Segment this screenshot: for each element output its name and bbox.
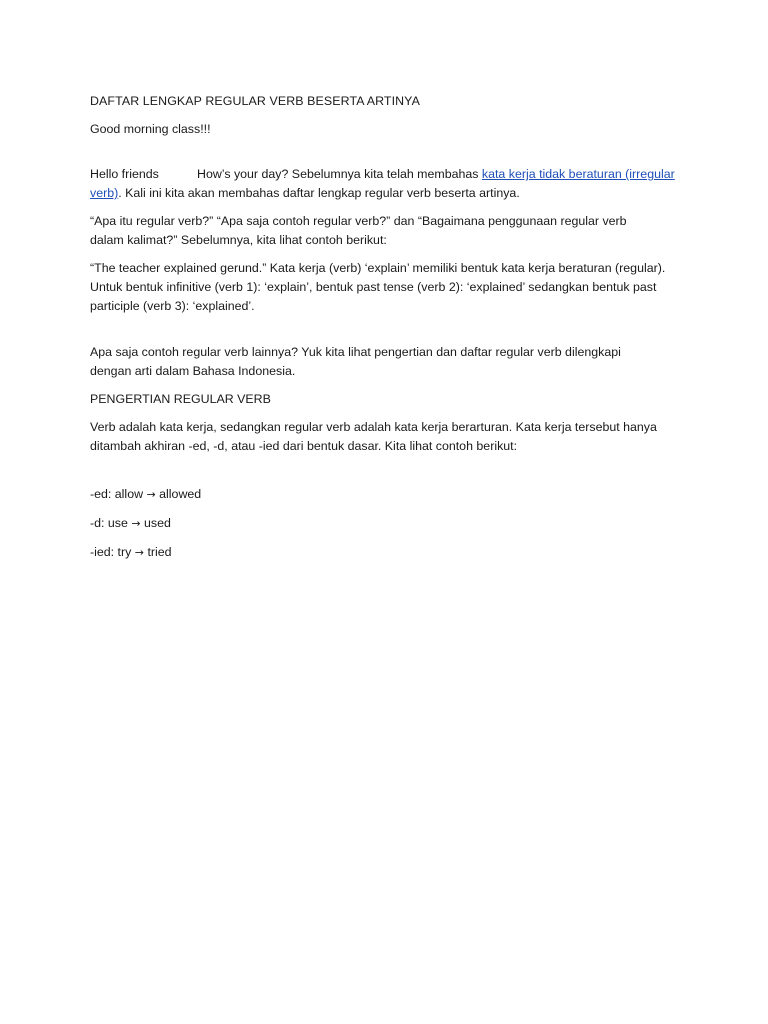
example-result: tried bbox=[147, 545, 172, 559]
arrow-right-icon: → bbox=[131, 517, 141, 530]
list-item bbox=[90, 514, 680, 533]
arrow-right-icon: → bbox=[134, 546, 144, 559]
intro-text-before-link: How’s your day? Sebelumnya kita telah membahas bbox=[197, 167, 482, 181]
example-base: -d: use bbox=[90, 516, 128, 530]
section-heading: PENGERTIAN REGULAR VERB bbox=[90, 392, 271, 406]
example-result: allowed bbox=[159, 487, 202, 501]
list-item bbox=[90, 485, 680, 504]
more-examples-paragraph: Apa saja contoh regular verb lainnya? Yuk kita lihat pengertian dan daftar regular verb dilengkapi dengan arti dalam Bahasa Indonesia. bbox=[90, 345, 621, 378]
example-result: used bbox=[144, 516, 171, 530]
irregular-verb-link[interactable]: kata kerja tidak beraturan (irregular verb) bbox=[90, 167, 675, 200]
definition-paragraph: Verb adalah kata kerja, sedangkan regular verb adalah kata kerja berarturan. Kata kerja tersebut hanya ditambah akhiran -ed, -d, atau -ied dari bentuk dasar. Kita lihat contoh berikut: bbox=[90, 420, 657, 453]
intro-paragraph bbox=[90, 165, 680, 203]
questions-paragraph: “Apa itu regular verb?” “Apa saja contoh regular verb?” dan “Bagaimana penggunaan regular verb dalam kalimat?” Sebelumnya, kita lihat contoh berikut: bbox=[90, 214, 627, 247]
example-paragraph: “The teacher explained gerund.” Kata kerja (verb) ‘explain’ memiliki bentuk kata kerja beraturan (regular). Untuk bentuk infinitive (verb 1): ‘explain’, bentuk past tense (verb 2): ‘explained’ sedangkan bentuk past participle (verb 3): ‘explained’. bbox=[90, 261, 666, 313]
examples-list bbox=[90, 485, 680, 562]
intro-lead: Hello friends bbox=[90, 167, 159, 181]
example-base: -ed: allow bbox=[90, 487, 144, 501]
example-base: -ied: try bbox=[90, 545, 132, 559]
greeting-paragraph: Good morning class!!! bbox=[90, 122, 211, 136]
list-item bbox=[90, 543, 680, 562]
arrow-right-icon: → bbox=[146, 488, 156, 501]
document-title: DAFTAR LENGKAP REGULAR VERB BESERTA ARTINYA bbox=[90, 94, 420, 108]
document-body bbox=[90, 92, 680, 572]
intro-text-after-link: . Kali ini kita akan membahas daftar lengkap regular verb beserta artinya. bbox=[118, 186, 520, 200]
